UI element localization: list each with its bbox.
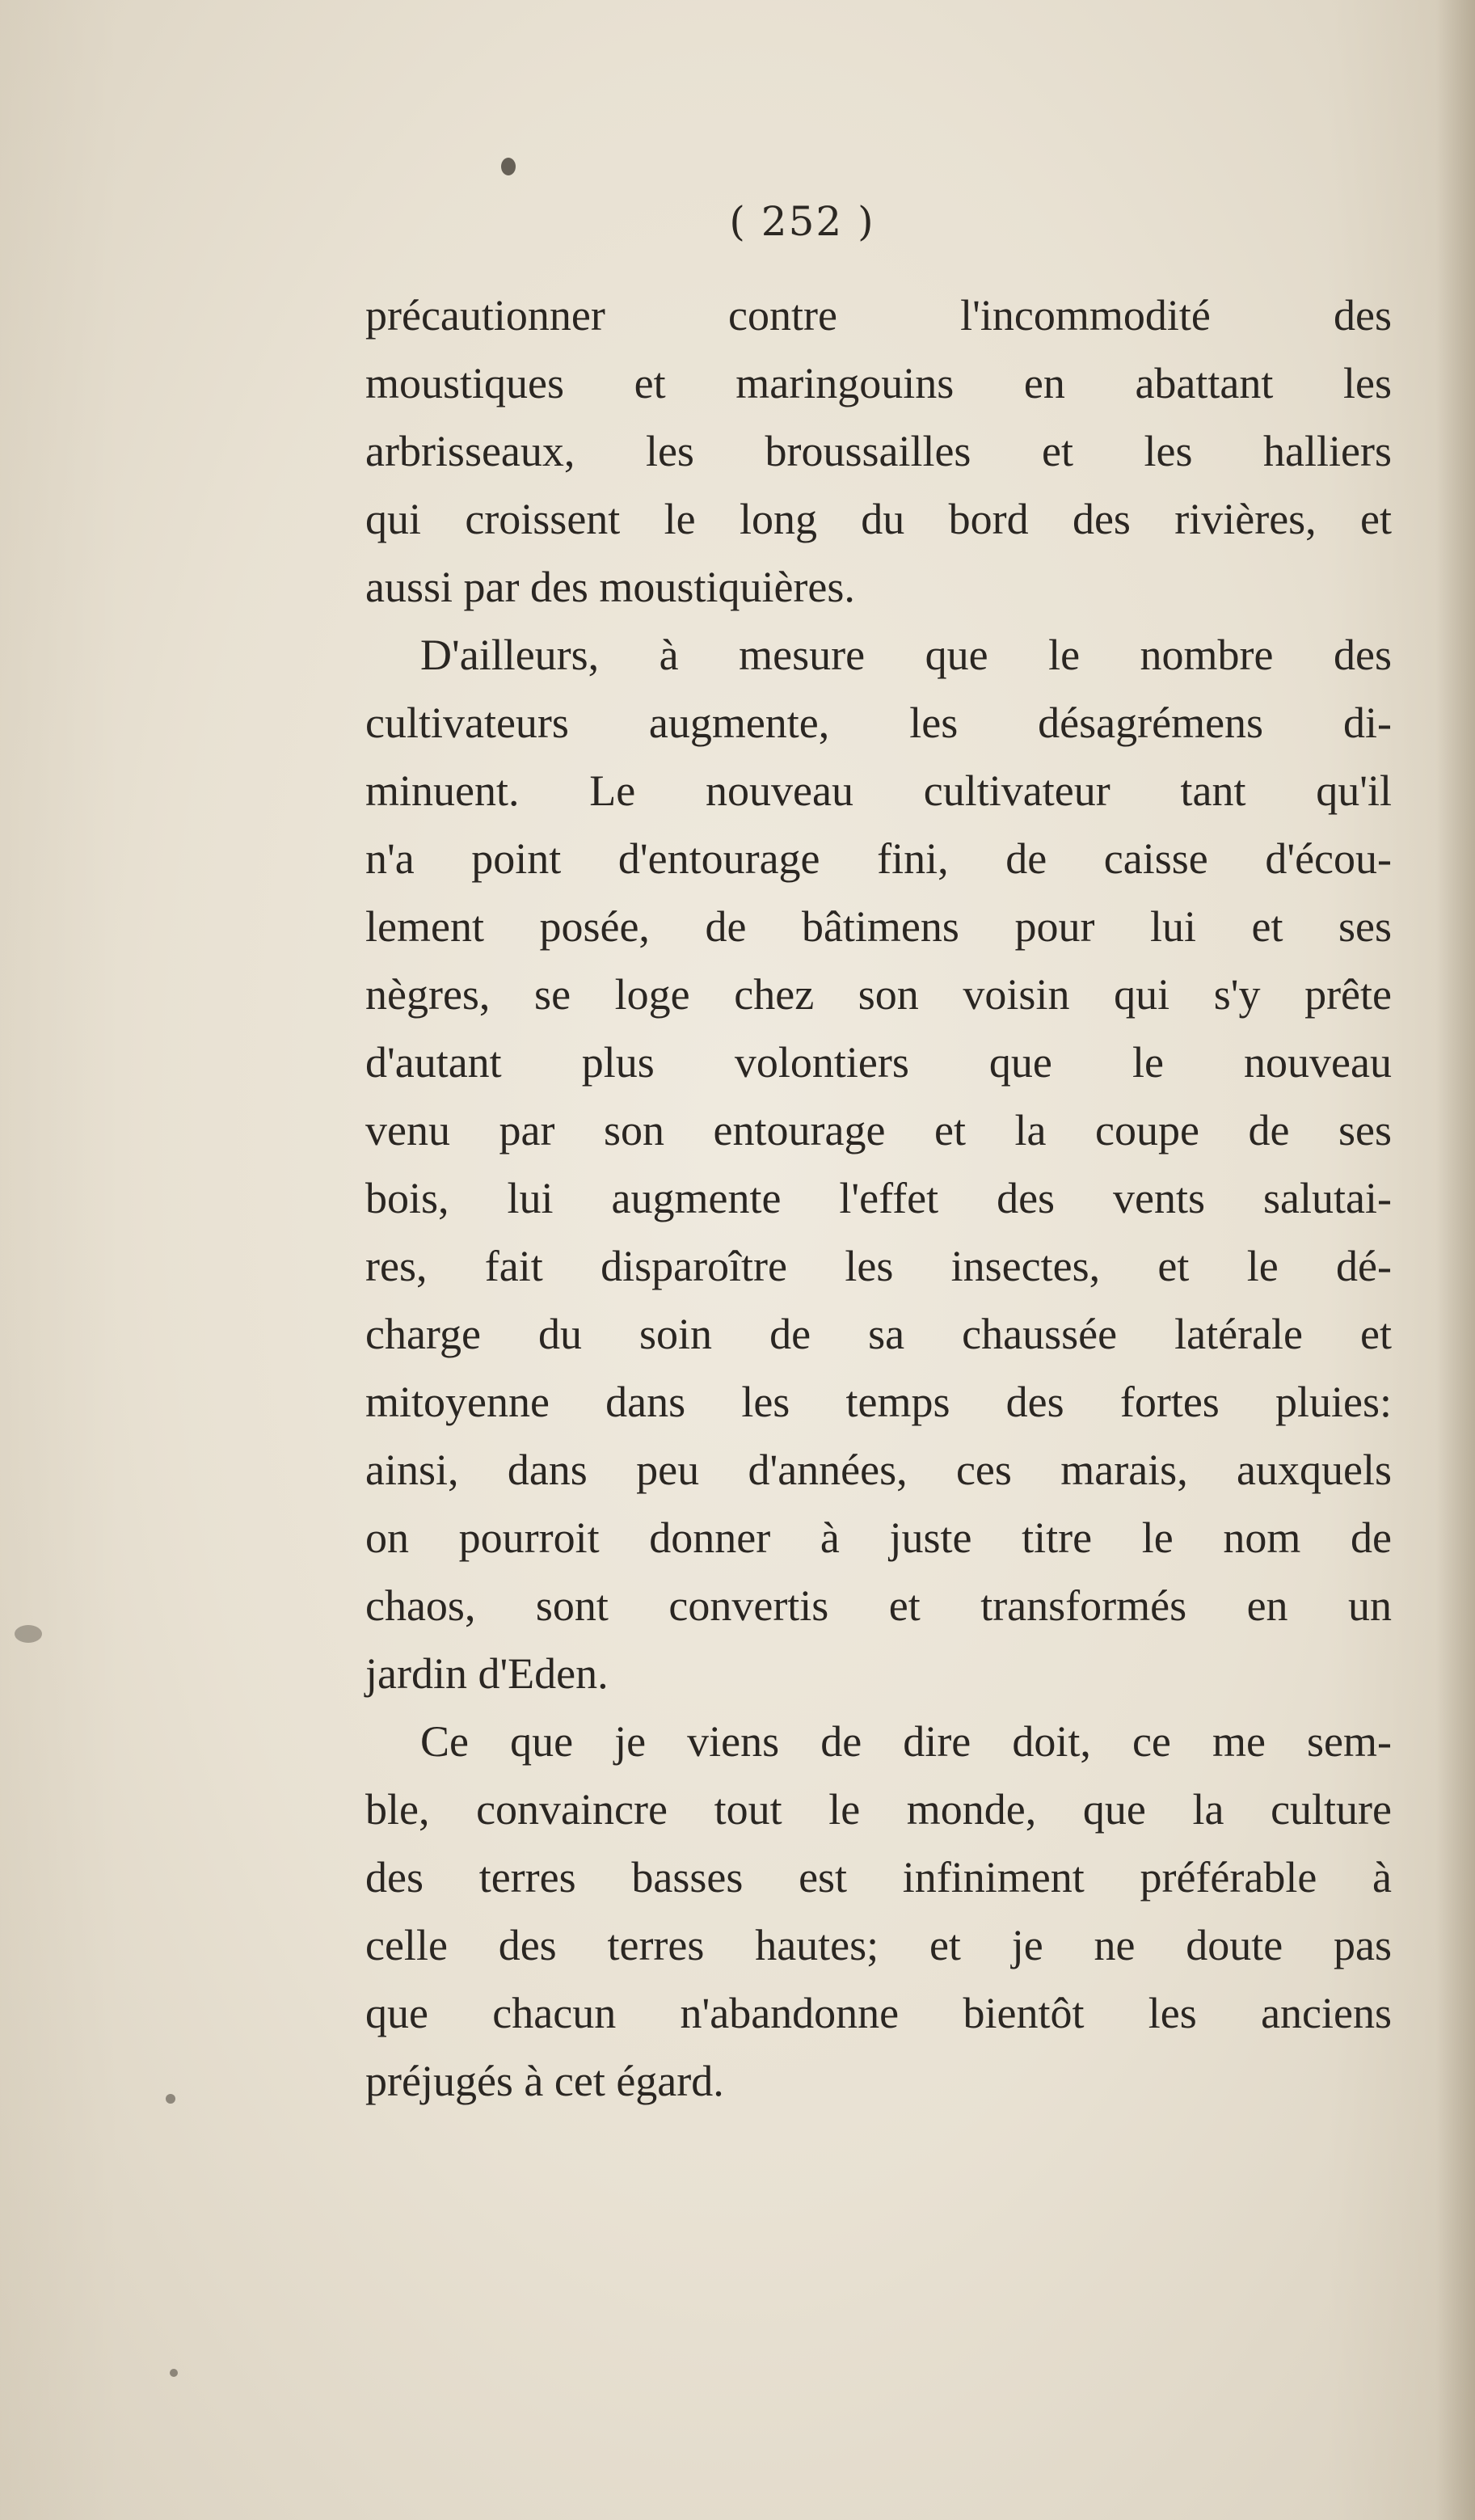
ink-spot: [166, 2094, 175, 2104]
ink-spot: [170, 2369, 178, 2377]
text-line: celle des terres hautes; et je ne doute pas: [365, 1921, 1392, 1969]
page-edge-shadow: [1436, 0, 1475, 2520]
text-line: ble, convaincre tout le monde, que la culture: [365, 1785, 1392, 1834]
text-line: qui croissent le long du bord des rivières, et: [365, 495, 1392, 543]
page-number: ( 252 ): [729, 198, 875, 245]
ink-spot: [15, 1625, 42, 1643]
text-line: précautionner contre l'incommodité des: [365, 291, 1392, 340]
text-line: minuent. Le nouveau cultivateur tant qu'il: [365, 766, 1392, 815]
text-line: mitoyenne dans les temps des fortes pluies:: [365, 1378, 1392, 1426]
ink-spot: [501, 158, 516, 175]
text-line: n'a point d'entourage fini, de caisse d'écou-: [365, 834, 1392, 883]
text-line: que chacun n'abandonne bientôt les anciens: [365, 1989, 1392, 2037]
text-line: venu par son entourage et la coupe de ses: [365, 1106, 1392, 1154]
text-line: moustiques et maringouins en abattant les: [365, 359, 1392, 407]
text-line: chaos, sont convertis et transformés en un: [365, 1581, 1392, 1630]
text-line: ainsi, dans peu d'années, ces marais, auxquels: [365, 1446, 1392, 1494]
text-line: des terres basses est infiniment préférable à: [365, 1853, 1392, 1902]
text-line: charge du soin de sa chaussée latérale et: [365, 1310, 1392, 1358]
text-line: D'ailleurs, à mesure que le nombre des: [420, 631, 1392, 679]
text-line: on pourroit donner à juste titre le nom de: [365, 1513, 1392, 1562]
text-line: d'autant plus volontiers que le nouveau: [365, 1038, 1392, 1087]
text-line: préjugés à cet égard.: [365, 2057, 724, 2105]
text-line: cultivateurs augmente, les désagrémens di-: [365, 699, 1392, 747]
text-line: Ce que je viens de dire doit, ce me sem-: [420, 1717, 1392, 1766]
text-line: aussi par des moustiquières.: [365, 563, 855, 611]
body-text: [365, 281, 1392, 2115]
text-line: jardin d'Eden.: [365, 1649, 609, 1698]
text-line: arbrisseaux, les broussailles et les halliers: [365, 427, 1392, 475]
text-line: lement posée, de bâtimens pour lui et ses: [365, 902, 1392, 951]
text-line: nègres, se loge chez son voisin qui s'y prête: [365, 970, 1392, 1019]
text-line: res, fait disparoître les insectes, et le dé-: [365, 1242, 1392, 1290]
text-line: bois, lui augmente l'effet des vents salutai-: [365, 1174, 1392, 1222]
